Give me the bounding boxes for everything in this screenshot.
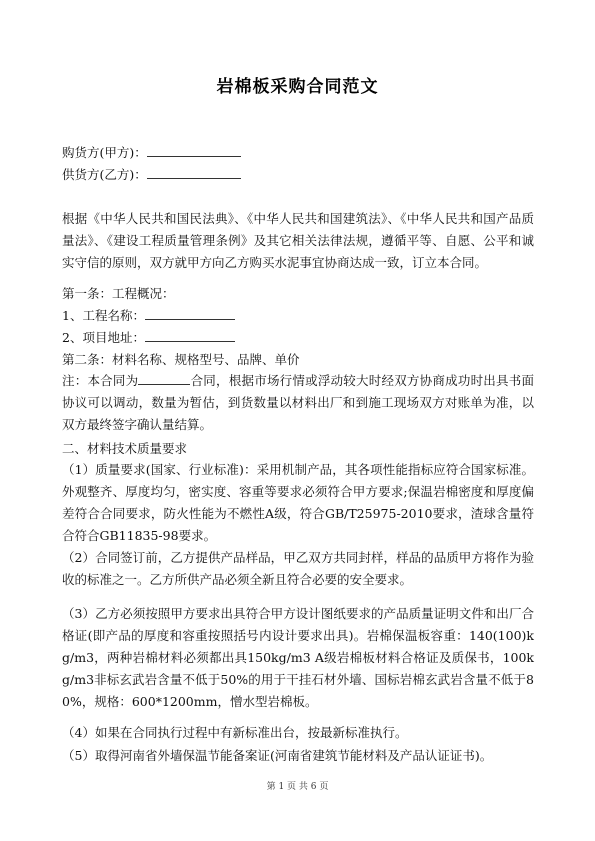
seller-label: 供货方(乙方)： xyxy=(62,167,147,182)
document-title: 岩棉板采购合同范文 xyxy=(216,77,379,97)
requirement-item-1: （1）质量要求(国家、行业标准)：采用机制产品，其各项性能指标应符合国家标准。外观整齐、厚度均匀，密实度、容重等要求必须符合甲方要求;保温岩棉密度和厚度偏差符合合同要求，防火性能为不燃性A级，符合GB/T25975-2010要求，渣球含量符合符合GB11835-98要求。 xyxy=(62,462,534,543)
note-blank xyxy=(138,371,190,385)
buyer-blank xyxy=(147,143,241,157)
section2-title: 二、材料技术质量要求 xyxy=(62,441,188,456)
project-address-label: 2、项目地址： xyxy=(62,330,145,345)
project-address-line xyxy=(62,328,534,347)
seller-blank xyxy=(147,165,241,179)
note-prefix: 注：本合同为 xyxy=(62,373,139,388)
intro-paragraph: 根据《中华人民共和国民法典》、《中华人民共和国建筑法》、《中华人民共和国产品质量法》、《建设工程质量管理条例》及其它相关法律法规，遵循平等、自愿、公平和诚实守信的原则，双方就甲方向乙方购买水泥事宜协商达成一致，订立本合同。 xyxy=(62,211,534,270)
requirement-item-4: （4）如果在合同执行过程中有新标准出台，按最新标准执行。 xyxy=(62,725,408,740)
article1-title: 第一条：工程概况： xyxy=(62,286,175,301)
project-name-label: 1、工程名称： xyxy=(62,308,145,323)
requirement-item-5: （5）取得河南省外墙保温节能备案证(河南省建筑节能材料及产品认证证书)。 xyxy=(62,748,493,763)
project-address-blank xyxy=(145,328,235,342)
note-paragraph xyxy=(62,370,534,436)
project-name-line xyxy=(62,306,534,325)
requirement-item-3: （3）乙方必须按照甲方要求出具符合甲方设计图纸要求的产品质量证明文件和出厂合格证(即产品的厚度和容重按照括号内设计要求出具)。岩棉保温板容重：140(100)kg/m3，两种岩棉材料必须都出具150kg/m3 A级岩棉板材料合格证及质保书，100kg/m3非标玄武岩含量不低于50%的用于干挂石材外墙、国标岩棉玄武岩含量不低于80%，规格：600*1200mm，憎水型岩棉板。 xyxy=(62,606,534,709)
requirement-item-2: （2）合同签订前，乙方提供产品样品，甲乙双方共同封样，样品的品质甲方将作为验收的标准之一。乙方所供产品必须全新且符合必要的安全要求。 xyxy=(62,550,534,587)
article2-title: 第二条：材料名称、规格型号、品牌、单价 xyxy=(62,352,300,367)
seller-line xyxy=(62,165,534,184)
page-footer: 第 1 页 共 6 页 xyxy=(266,782,329,792)
buyer-label: 购货方(甲方)： xyxy=(62,145,147,160)
note-rest: 合同，根据市场行情或浮动较大时经双方协商成功时出具书面协议可以调动，数量为暂估，到货数量以材料出厂和到施工现场双方对账单为准，以双方最终签字确认量结算。 xyxy=(62,373,534,432)
project-name-blank xyxy=(145,306,235,320)
buyer-line xyxy=(62,143,534,162)
